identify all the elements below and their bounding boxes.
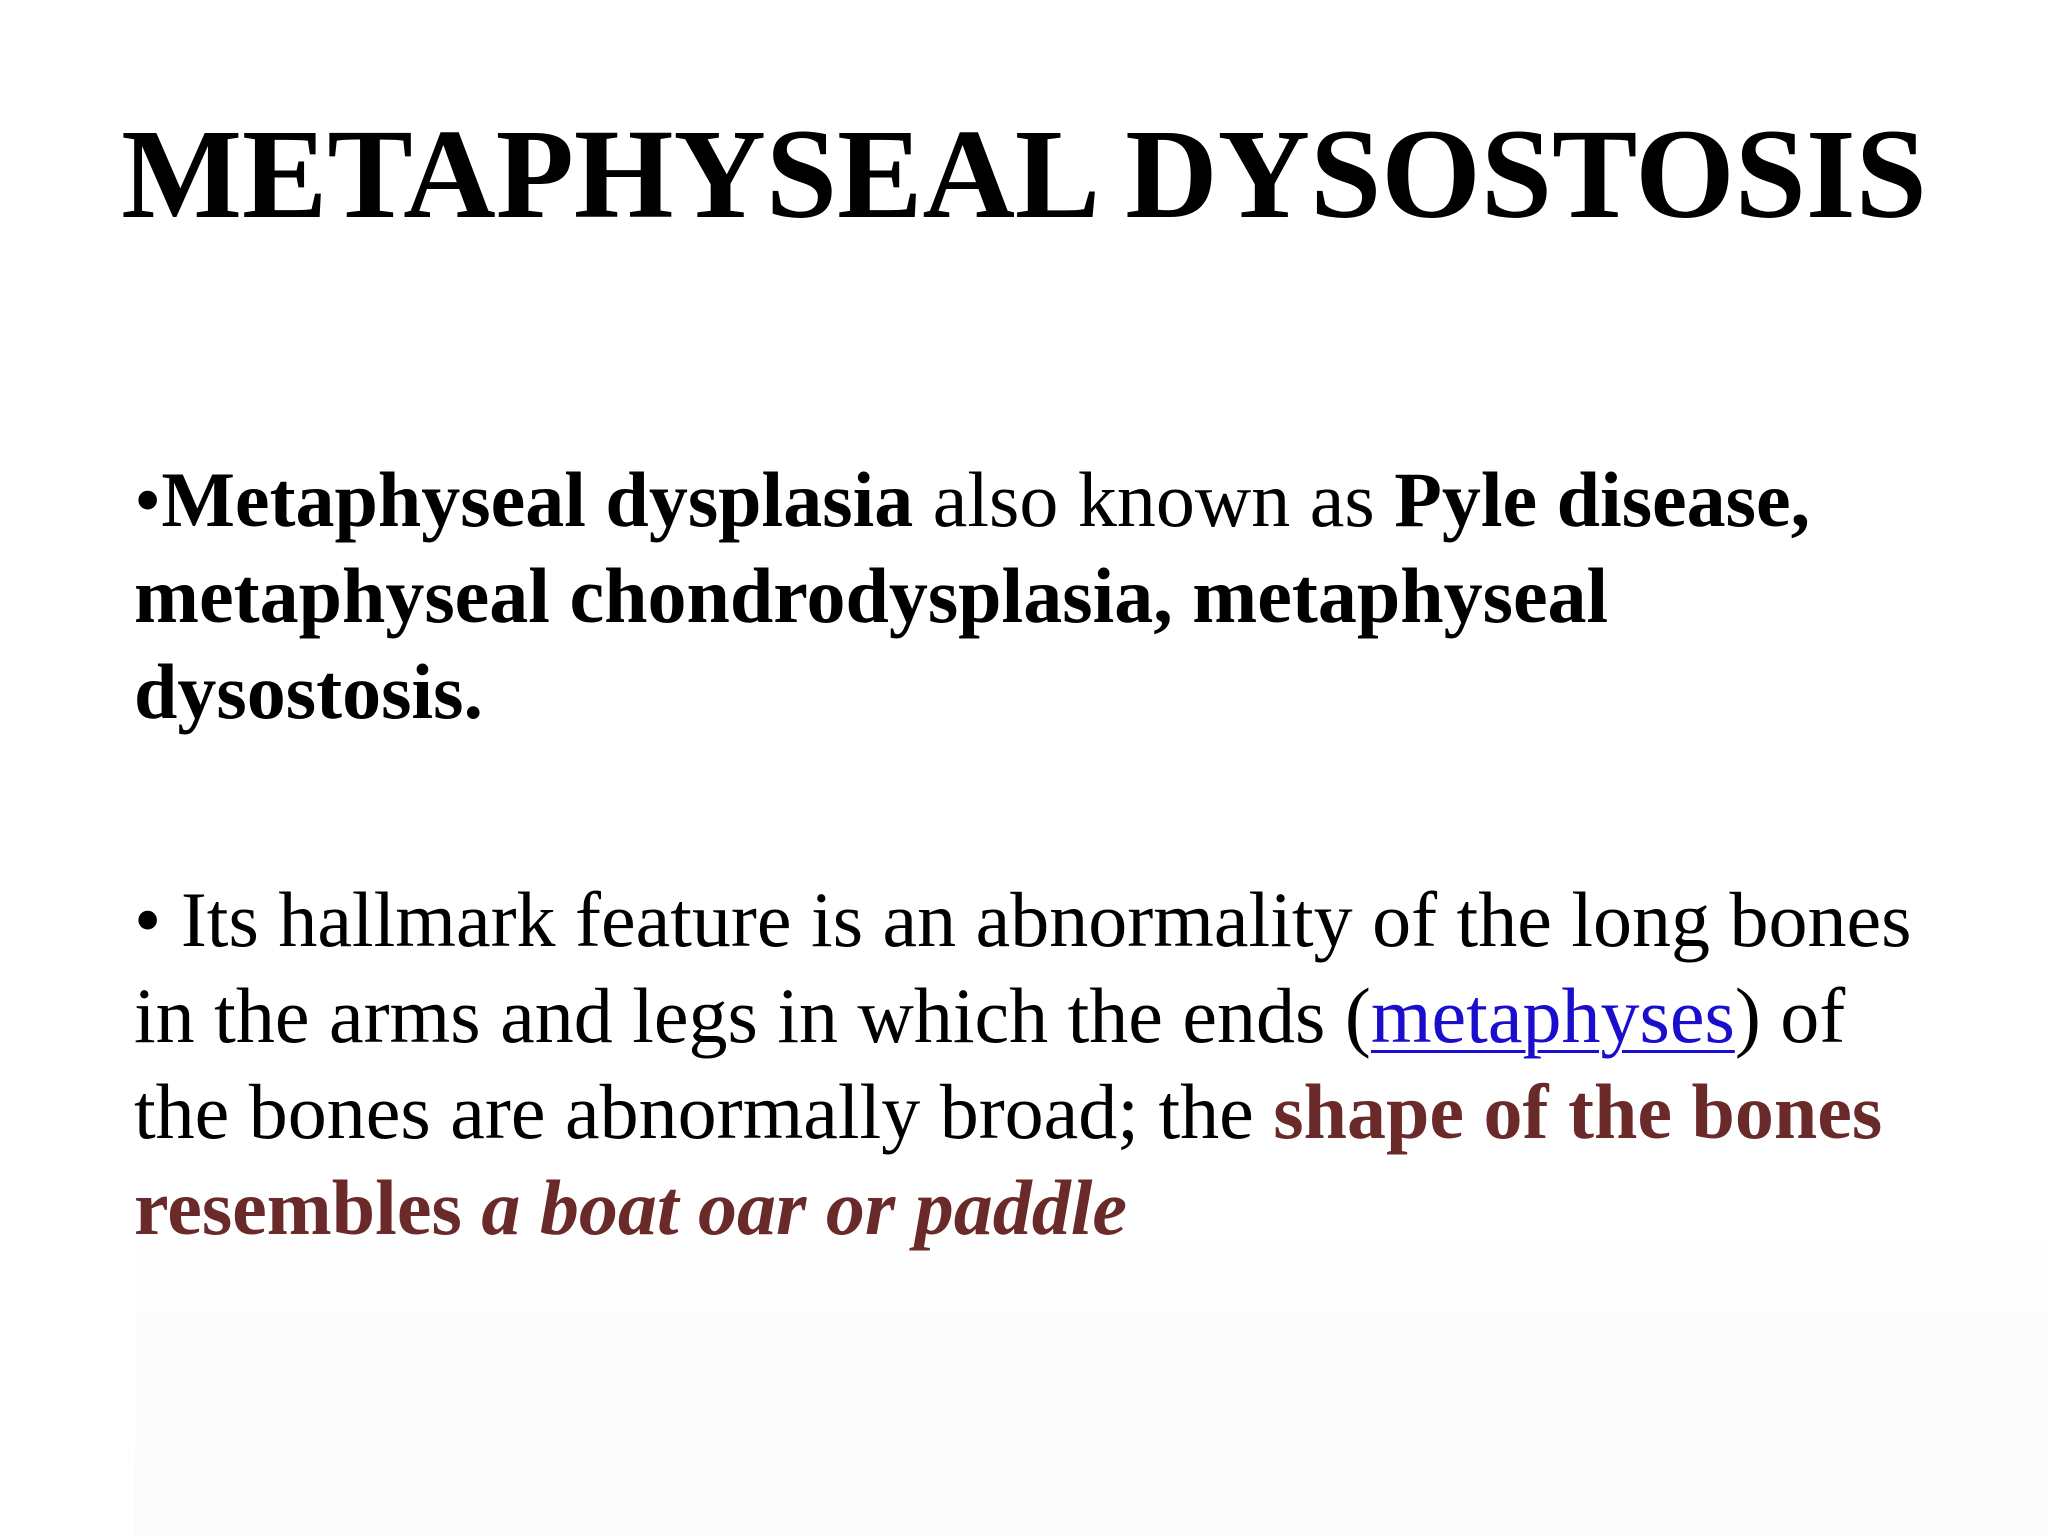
bullet2-text-2: ) of the bones are abnormally broad; the — [134, 972, 1846, 1155]
emphasis-text: shape of the bones resembles — [134, 1068, 1883, 1251]
term-metaphyseal-dysplasia: Metaphyseal dysplasia — [161, 456, 914, 543]
slide-title: METAPHYSEAL DYSOSTOSIS — [121, 103, 1927, 245]
bullet-marker: • — [134, 456, 162, 543]
bullet-paragraph-2 — [134, 872, 1954, 1256]
bullet1-text: also known as — [913, 456, 1395, 543]
background-fade — [135, 1230, 2048, 1536]
term-synonyms: Pyle disease, metaphyseal chondrodysplasia, metaphyseal dysostosis. — [134, 456, 1811, 735]
emphasis-italic-text: a boat oar or paddle — [481, 1164, 1127, 1251]
bullet-marker: • — [134, 876, 181, 963]
bullet2-text-1: Its hallmark feature is an abnormality of the long bones in the arms and legs in which the ends ( — [134, 876, 1912, 1059]
metaphyses-link[interactable]: metaphyses — [1370, 972, 1735, 1059]
bullet-paragraph-1 — [134, 452, 1954, 740]
